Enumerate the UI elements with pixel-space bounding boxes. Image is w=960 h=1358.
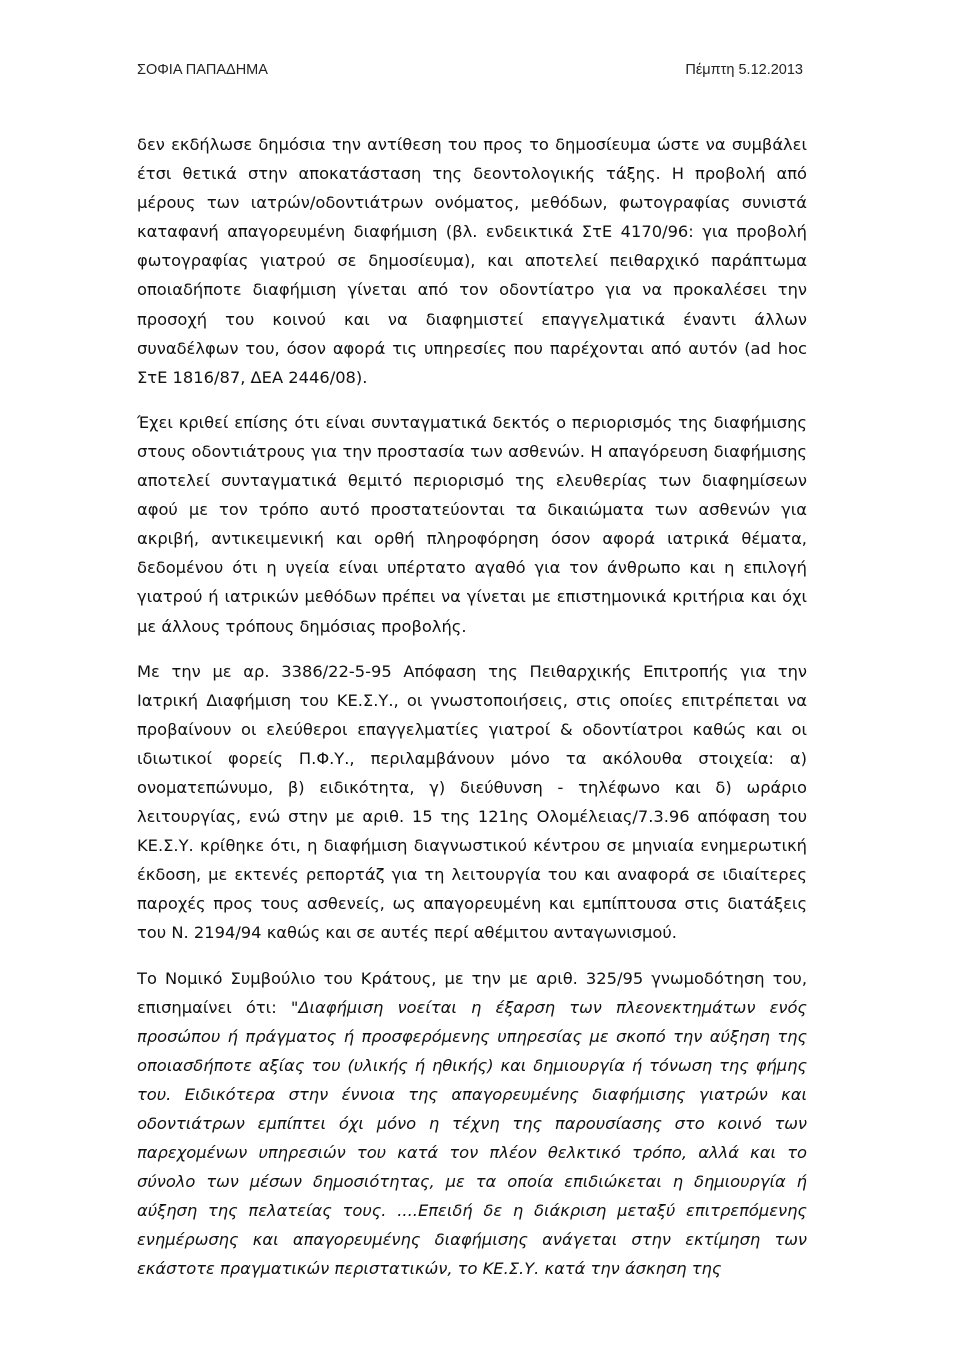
- author-name: ΣΟΦΙΑ ΠΑΠΑΔΗΜΑ: [137, 62, 268, 78]
- header-date: Πέμπτη 5.12.2013: [685, 62, 803, 78]
- paragraph-legal-council-opinion: [137, 964, 807, 1284]
- opinion-lead-text: Το Νομικό Συμβούλιο του Κράτους, με την με αριθ. 325/95 γνωμοδότηση του, επισημαίνει ότι: ": [137, 968, 807, 1017]
- paragraph-constitutional-restriction: Έχει κριθεί επίσης ότι είναι συνταγματικά δεκτός ο περιορισμός της διαφήμισης στους οδοντιάτρους για την προστασία των ασθενών. Η απαγόρευση διαφήμισης αποτελεί συνταγματικά θεμιτό περιορισμό της ελευθερίας των διαφημίσεων αφού με τον τρόπο αυτό προστατεύονται τα δικαιώματα των ασθενών για ακριβή, αντικειμενική και ορθή πληροφόρηση όσον αφορά ιατρικά θέματα, δεδομένου ότι η υγεία είναι υπέρτατο αγαθό για τον άνθρωπο και η επιλογή γιατρού ή ιατρικών μεθόδων πρέπει να γίνεται με επιστημονικά κριτήρια και όχι με άλλους τρόπους δημόσιας προβολής.: [137, 412, 807, 636]
- opinion-quote-text: Διαφήμιση νοείται η έξαρση των πλεονεκτημάτων ενός προσώπου ή πράγματος ή προσφερόμενης υπηρεσίας με σκοπό την αύξηση της οποιασδήποτε αξίας του (υλικής ή ηθικής) και δημιουργία ή τόνωση της φήμης του. Ειδικότερα στην έννοια της απαγορευμένης διαφήμισης γιατρών και οδοντιάτρων εμπίπτει όχι μόνο η τέχνη της παρουσίασης στο κοινό των παρεχομένων υπηρεσιών του κατά τον πλέον θελκτικό τρόπο, αλλά και το σύνολο των μέσων δημοσιότητας, με τα οποία επιδιώκεται η δημιουργία ή αύξηση της πελατείας τους. ....Επειδή δε η διάκριση μεταξύ επιτρεπόμενης ενημέρωσης και απαγορευμένης διαφήμισης ανάγεται στην εκτίμηση των εκάστοτε πραγματικών περιστατικών, το ΚΕ.Σ.Υ. κατά την άσκηση της: [137, 997, 807, 1279]
- page-header: [137, 62, 803, 84]
- paragraph-advertising-violation: δεν εκδήλωσε δημόσια την αντίθεση του προς το δημοσίευμα ώστε να συμβάλει έτσι θετικά στην αποκατάσταση της δεοντολογικής τάξης. Η προβολή από μέρους των ιατρών/οδοντιάτρων ονόματος, μεθόδων, φωτογραφίας συνιστά καταφανή απαγορευμένη διαφήμιση (βλ. ενδεικτικά ΣτΕ 4170/96: για προβολή φωτογραφίας γιατρού σε δημοσίευμα), και αποτελεί πειθαρχικό παράπτωμα οποιαδήποτε διαφήμιση γίνεται από τον οδοντίατρο για να προκαλέσει την προσοχή του κοινού και να διαφημιστεί επαγγελματικά έναντι άλλων συναδέλφων του, όσον αφορά τις υπηρεσίες που παρέχονται από αυτόν (ad hoc ΣτΕ 1816/87, ΔΕΑ 2446/08).: [137, 135, 807, 387]
- document-body: [137, 130, 807, 1304]
- paragraph-kesy-decision: Με την με αρ. 3386/22-5-95 Απόφαση της Πειθαρχικής Επιτροπής για την Ιατρική Διαφήμιση του ΚΕ.Σ.Υ., οι γνωστοποιήσεις, στις οποίες επιτρέπεται να προβαίνουν οι ελεύθεροι επαγγελματίες γιατροί & οδοντίατροι καθώς και οι ιδιωτικοί φορείς Π.Φ.Υ., περιλαμβάνουν μόνο τα ακόλουθα στοιχεία: α) ονοματεπώνυμο, β) ειδικότητα, γ) διεύθυνση - τηλέφωνο και δ) ωράριο λειτουργίας, ενώ στην με αριθ. 15 της 121ης Ολομέλειας/7.3.96 απόφαση του ΚΕ.Σ.Υ. κρίθηκε ότι, η διαφήμιση διαγνωστικού κέντρου σε μηνιαία ενημερωτική έκδοση, με εκτενές ρεπορτάζ για τη λειτουργία του και αναφορά σε ιδιαίτερες παροχές προς τους ασθενείς, ως απαγορευμένη και εμπίπτουσα στις διατάξεις του Ν. 2194/94 καθώς και σε αυτές περί αθέμιτου ανταγωνισμού.: [137, 661, 807, 943]
